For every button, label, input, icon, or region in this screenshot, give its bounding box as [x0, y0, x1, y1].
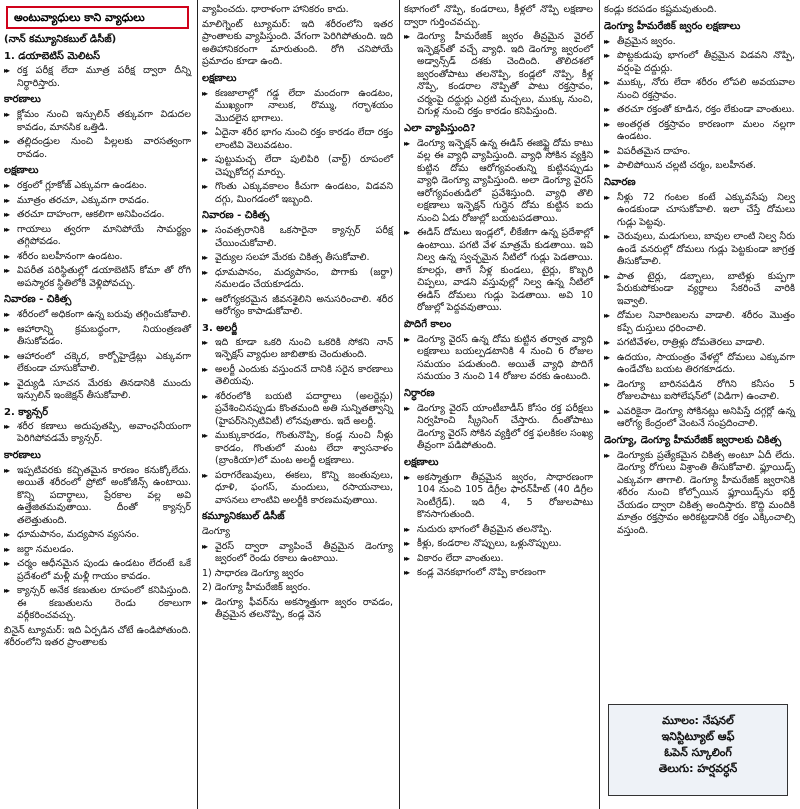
bullet-item: ▸▸ వికారం లేదా వాంతులు. — [404, 553, 593, 566]
bullet-item: ▸▸ శరీరంలో అధికంగా ఉన్న బరువు తగ్గించుకోవాలి. — [4, 309, 191, 322]
bullet-item: ▸▸ ఏదైనా శరీర భాగం నుంచి రక్తం కారడం లేదా రక్తం లాంటివి వెలువడటం. — [202, 127, 393, 152]
section-heading: నివారణ — [604, 176, 636, 188]
translator-credit: తెలుగు: హర్షవర్ధన్ — [658, 762, 738, 775]
bullet-item: ▸▸ ఇప్పటివరకు కచ్చితమైన కారణం కనుక్కోలేదు. అయితే శరీరంలో ప్రోటో అంకోజీన్స్ ఉంటాయి. కొన్ని పదార్థాలు, ప్రేరకాల వల్ల అవి ఉత్తేజితమవుతాయి. దీంతో క్యాన్సర్ తలెత్తుతుంది. — [4, 465, 191, 528]
bullet-item: ▸▸ డెంగ్యూ హీమరేజిక్ జ్వరం తీవ్రమైన వైరల్ ఇన్ఫెక్షన్‌తో వచ్చే వ్యాధి. ఇది డెంగ్యూ జ్వరంలో అడ్వాన్స్‌డ్ దశకు చెందింది. తొలిదశలో జ్వరంతోపాటు తలనొప్పి, కండ్లలో నొప్పి, కీళ్ల నొప్పి, కండరాల నొప్పితో పాటు రక్తస్రావం, చర్మంపై దద్దుర్లు ఎర్రటి మచ్చలు, ముక్కు నుంచి, చిగుళ్ల నుంచి రక్తం కారడం కనిపిస్తుంది. — [404, 31, 593, 119]
bullet-item: ▸▸ పాత టైర్లు, డబ్బాలు, బాటిళ్లు కుప్పగా పేరుకుపోకుండా వ్యర్థాలు సేకరించే వారికి ఇవ్వాలి. — [604, 271, 795, 309]
column-1 — [0, 0, 196, 809]
bullet-item: ▸▸ ధూమపానం, మద్యపాన వ్యసనం. — [4, 529, 191, 542]
continued-text: కభాగంలో నొప్పి, కండరాలు, కీళ్లలో నొప్పి లక్షణాల ద్వారా గుర్తించవచ్చు. — [404, 4, 593, 28]
bullet-item: ▸▸ దోమల నివారిణులను వాడాలి. శరీరం మొత్తం కప్పే దుస్తులు ధరించాలి. — [604, 310, 795, 335]
section-heading: లక్షణాలు — [404, 456, 439, 468]
bullet-item: ▸▸ క్యాన్సర్ అనేక కణుతుల రూపంలో కనిపిస్తుంది. ఈ కణుతులను రెండు రకాలుగా వర్గీకరించవచ్చు. — [4, 585, 191, 623]
bullet-item: ▸▸ ఇది కూడా ఒకరి నుంచి ఒకరికి సోకని నాన్ ఇన్ఫెక్షస్ వ్యాధుల జాబితాకు చెందుతుంది. — [202, 337, 393, 362]
bullet-item: ▸▸ పొట్టకుడుపు భాగంలో తీవ్రమైన విడవని నొప్పి, వర్షంపై దద్దుర్లు. — [604, 50, 795, 75]
bullet-item: ▸▸ ముక్కు, నోరు లేదా శరీరం లోపలి అవయవాల నుంచి రక్తస్రావం. — [604, 77, 795, 102]
bullet-item: ▸▸ విపరీత పరిస్థితుల్లో డయాబెటిస్ కోమా తో రోగి అపస్మారక స్థితిలోకి వెళ్లిపోవచ్చు. — [4, 265, 191, 290]
section-heading: లక్షణాలు — [202, 72, 237, 84]
bullet-item: ▸▸ ఆహారాన్ని క్రమబద్ధంగా, నియంత్రణతో తీసుకోవడం. — [4, 324, 191, 349]
bullet-item: ▸▸ గొంతు ఎక్కువకాలం కీచుగా ఉండటం, విడవని దగ్గు, మింగడంలో ఇబ్బంది. — [202, 181, 393, 206]
article-title: అంటువ్యాధులు కాని వ్యాధులు — [6, 6, 189, 29]
paragraph: 2) డెంగ్యూ హీమరేజిక్ జ్వరం. — [202, 582, 311, 593]
section-heading: ఎలా వ్యాపిస్తుంది? — [404, 122, 476, 134]
bullet-item: ▸▸ ఉదయం, సాయంత్రం వేళల్లో దోమలు ఎక్కువగా ఉండేచోట బయట తిరగకూడదు. — [604, 352, 795, 377]
bullet-item: ▸▸ సంవత్సరానికి ఒకసారైనా క్యాన్సర్ పరీక్ష చేయించుకోవాలి. — [202, 225, 393, 250]
bullet-item: ▸▸ శరీరం బలహీనంగా ఉండటం. — [4, 251, 191, 264]
section-heading: నివారణ - చికిత్స — [4, 294, 72, 305]
bullet-item: ▸▸ డెంగ్యూకు ప్రత్యేకమైన చికిత్స అంటూ ఏదీ లేదు. డెంగ్యూ రోగులు విశ్రాంతి తీసుకోవాలి. ఫ్లూయిడ్స్ ఎక్కువగా తాగాలి. డెంగ్యూ హీమరేజిక్ జ్వరానికి శరీరం నుంచి కోల్పోయిన ఫ్లూయిడ్స్‌ను భర్తీ చేయడం ద్వారా చికిత్స అందిస్తారు. కొద్ది మందికి మాత్రం రక్తస్రావం అరికట్టడానికి రక్తం ఎక్కించాల్సి వస్తుంది. — [604, 450, 795, 538]
continued-text: వ్యాపించదు. ధారాళంగా హానికరం కాదు. — [202, 4, 349, 15]
bullet-item: ▸▸ గాయాలు త్వరగా మానిపోయే సామర్థ్యం తగ్గిపోవడం. — [4, 224, 191, 249]
section-heading: లక్షణాలు — [4, 165, 39, 176]
source-line: ఓపెన్ స్కూలింగ్ — [664, 746, 732, 759]
bullet-item: ▸▸ డెంగ్యూ ఇన్ఫెక్షన్ ఉన్న ఈడిస్ ఈజిప్టై దోమ కాటు వల్ల ఈ వ్యాధి వ్యాపిస్తుంది. వ్యాధి సోకిన వ్యక్తిని కుట్టిన దోమ ఆరోగ్యవంతున్ని కుట్టినప్పుడు వ్యాధి డెంగ్యూ వ్యాపిస్తుంది. అలా డెంగ్యూ వైరస్ ఆరోగ్యవంతుడిలో ప్రవేశిస్తుంది. వ్యాధి తొలి లక్షణాలు ఇన్ఫెక్షన్ గుర్తైన దోమ కుట్టిన ఐదు నుంచి ఏడు రోజుల్లో బయటపడతాయి. — [404, 138, 593, 226]
section-heading: కారణాలు — [4, 449, 41, 461]
bullet-item: ▸▸ శరీరంలోకి బయటి పదార్థాలు (అలర్జెన్లు) ప్రవేశించినప్పుడు కొంతమంది అతి సున్నితత్వాన్ని (హైపర్‌సెన్సిటివిటీ) లోనవుతారు. ఇదే అలర్జీ. — [202, 391, 393, 429]
bullet-item: ▸▸ నీళ్లు 72 గంటల కంటే ఎక్కువసేపు నిల్వ ఉండకుండా చూసుకోవాలి. ఇలా చేస్తే దోమలు గుడ్లు పెట్టవు. — [604, 192, 795, 230]
bullet-item: ▸▸ మూత్రం తరచూ, ఎక్కువగా రావడం. — [4, 195, 191, 208]
bullet-item: ▸▸ తీవ్రమైన జ్వరం. — [604, 36, 795, 49]
bullet-item: ▸▸ రక్త పరీక్ష లేదా మూత్ర పరీక్ష ద్వారా దీన్ని నిర్ధారిస్తారు. — [4, 65, 191, 90]
numbered-heading: 3. అలర్జీ — [202, 322, 238, 334]
bullet-item: ▸▸ తరచూ రక్తంతో కూడిన, రక్తం లేకుండా వాంతులు. — [604, 104, 795, 117]
bullet-item: ▸▸ ఆరోగ్యకరమైన జీవనశైలిని అనుసరించాలి. శరీర ఆరోగ్యం కాపాడుకోవాలి. — [202, 294, 393, 319]
source-line: మూలం: నేషనల్ — [662, 714, 734, 727]
paragraph: మాలిగ్నెంట్ ట్యూమర్: ఇది శరీరంలోని ఇతర ప్రాంతాలకు వ్యాపిస్తుంది. వేగంగా పెరిగిపోతుంది. ఇది అతిహానికరంగా మారుతుంది. రోగి చనిపోయే ప్రమాదం కూడా ఉంది. — [202, 18, 393, 67]
bullet-item: ▸▸ తరచూ దాహంగా, ఆకలిగా అనిపించడం. — [4, 209, 191, 222]
bullet-item: ▸▸ వైద్యుడి సూచన మేరకు తినడానికి ముందు ఇన్సులిన్ ఇంజెక్షన్ తీసుకోవాలి. — [4, 378, 191, 403]
bullet-item: ▸▸ ధూమపానం, మద్యపానం, పొగాకు (జర్దా) నమలడం చేయకూడదు. — [202, 267, 393, 292]
column-3 — [400, 0, 598, 809]
paragraph: బినైన్ ట్యూమర్: ఇది ఏర్పడిన చోటే ఉండిపోతుంది. శరీరంలోని ఇతర ప్రాంతాలకు — [4, 624, 191, 648]
source-credit-box — [608, 704, 788, 796]
section-heading: డెంగ్యూ హీమరేజిక్ జ్వరం లక్షణాలు — [604, 20, 741, 32]
bullet-item: ▸▸ పగటివేళల, రాత్రిళ్లు దోమతెరలు వాడాలి. — [604, 337, 795, 350]
numbered-heading: 1. డయాబెటిస్ మెలిటస్ — [4, 51, 101, 62]
bullet-item: ▸▸ పాలిపోయిన చల్లటి చర్మం, బలహీనత. — [604, 160, 795, 173]
column-4 — [600, 0, 800, 809]
paragraph: 1) సాధారణ డెంగ్యూ జ్వరం — [202, 567, 304, 579]
bullet-item: ▸▸ డెంగ్యూ బారినపడిన రోగిని కనీసం 5 రోజులపాటు ఐసోలేషన్‌లో (విడిగా) ఉంచాలి. — [604, 379, 795, 404]
article-subtitle: (నాన్ కమ్యూనికబుల్ డిసీజ్) — [4, 34, 117, 45]
bullet-item: ▸▸ విపరీతమైన దాహం. — [604, 146, 795, 159]
bullet-item: ▸▸ జర్దా నమలడం. — [4, 544, 191, 557]
bullet-item: ▸▸ చర్మం ఆధీనమైన పుండు ఉండటం లేదంటే ఒకే ప్రదేశంలో మళ్లీ మళ్లీ గాయం కావడం. — [4, 558, 191, 583]
bullet-item: ▸▸ ఈడిస్ దోమలు ఇండ్లలో, లీకేజీగా ఉన్న ప్రదేశాల్లో ఉంటాయి. పగటి వేళ మాత్రమే కుడతాయి. ఇవి నిల్వ ఉన్న స్వచ్ఛమైన నీటిలో గుడ్లు పెడతాయి. కూలర్లు, తాగే నీళ్ల కుండలు, టైర్లు, కొబ్బరి చిప్పలు, వాడని వస్తువుల్లో నిల్వ ఉన్న నీటిలో ఈడిస్ దోమలు గుడ్లు పెడతాయి. అవి 10 రోజుల్లో పెద్దవవుతాయి. — [404, 227, 593, 315]
numbered-heading: 2. క్యాన్సర్ — [4, 406, 49, 418]
column-2 — [198, 0, 398, 809]
bullet-item: ▸▸ అకస్మాత్తుగా తీవ్రమైన జ్వరం, సాధారణంగా 104 నుంచి 105 డిగ్రీల ఫారన్‌హీట్ (40 డిగ్రీల సెంటీగ్రేడ్). ఇది 4, 5 రోజులపాటు కొనసాగుతుంది. — [404, 472, 593, 522]
paragraph: డెంగ్యూ — [202, 526, 230, 537]
bullet-item: ▸▸ డెంగ్యూ వైరస్ యాంటీబాడీస్ కోసం రక్త పరీక్షలు నిర్వహించి స్క్రీనింగ్ చేస్తారు. దీంతోపాటు డెంగ్యూ వైరస్ సోకిన వ్యక్తిలో రక్త ఫలకికల సంఖ్య తీవ్రంగా పడిపోతుంది. — [404, 403, 593, 453]
section-heading: పొదిగే కాలం — [404, 318, 452, 330]
section-heading: డెంగ్యూ, డెంగ్యూ హీమరేజిక్ జ్వరాలకు చికిత్స — [604, 434, 782, 446]
bullet-item: ▸▸ అలర్జీ ఎందుకు వస్తుందనే దానికి సరైన కారణాలు తెలియవు. — [202, 364, 393, 389]
bullet-item: ▸▸ రక్తంలో గ్లూకోజ్ ఎక్కువగా ఉండటం. — [4, 180, 191, 193]
bullet-item: ▸▸ వైద్యుల సలహా మేరకు చికిత్స తీసుకోవాలి. — [202, 252, 393, 265]
bullet-item: ▸▸ ఎవరికైనా డెంగ్యూ సోకినట్లు అనిపిస్తే దగ్గర్లో ఉన్న ఆరోగ్య కేంద్రంలో వెంటనే సంప్రదించాలి. — [604, 406, 795, 431]
bullet-item: ▸▸ కణజాలాల్లో గడ్డ లేదా మందంగా ఉండటం, ముఖ్యంగా నాలుక, రొమ్ము, గర్భాశయం మొదలైన భాగాలు. — [202, 88, 393, 126]
section-heading: కమ్యూనికబుల్ డిసీజ్ — [202, 511, 285, 522]
section-heading: నివారణ - చికిత్స — [202, 210, 270, 221]
continued-text: కండ్లు కదపడం కష్టమవుతుంది. — [604, 4, 717, 15]
bullet-item: ▸▸ తల్లిదండ్రుల నుంచి పిల్లలకు వారసత్వంగా రావడం. — [4, 136, 191, 161]
bullet-item: ▸▸ క్లోమం నుంచి ఇన్సులిన్ తక్కువగా విడుదల కావడం, మానసిక ఒత్తిడి. — [4, 109, 191, 134]
bullet-item: ▸▸ డెంగ్యూ వైరస్ ఉన్న దోమ కుట్టిన తర్వాత వ్యాధి లక్షణాలు బయల్పడటానికి 4 నుంచి 6 రోజుల సమయం పడుతుంది. అయితే వ్యాధి పొదిగే సమయం 3 నుంచి 14 రోజుల వరకు ఉంటుంది. — [404, 334, 593, 384]
section-heading: నిర్ధారణ — [404, 387, 435, 399]
bullet-item: ▸▸ పరాగరేణువులు, ఈకలు, కొన్ని జంతువులు, ధూళి, ఫంగస్, మందులు, రసాయనాలు, వాసనలు లాంటివి అలర్జీకి కారణమవుతాయి. — [202, 470, 393, 508]
bullet-item: ▸▸ కీళ్లు, కండరాల నొప్పులు, ఒళ్లునొప్పులు. — [404, 538, 593, 551]
bullet-item: ▸▸ వైరస్ ద్వారా వ్యాపించే తీవ్రమైన డెంగ్యూ జ్వరంలో రెండు రకాలు ఉంటాయి. — [202, 541, 393, 566]
bullet-item: ▸▸ ముక్కుకారడం, గొంతునొప్పి, కండ్ల నుంచి నీళ్లు కారడం, గొంతులో మంట లేదా శ్వాసనాళం (బ్రాంకియా)లో మంట అలర్జీ లక్షణాలు. — [202, 430, 393, 468]
bullet-item: ▸▸ కండ్ల వెనకభాగంలో నొప్పి కారణంగా — [404, 567, 593, 580]
source-line: ఇనిస్టిట్యూట్ ఆఫ్ — [661, 730, 735, 743]
bullet-item: ▸▸ నుదురు భాగంలో తీవ్రమైన తలనొప్పి. — [404, 524, 593, 537]
bullet-item: ▸▸ అంతర్గత రక్తస్రావం కారణంగా మలం నల్లగా ఉండటం. — [604, 119, 795, 144]
section-heading: కారణాలు — [4, 94, 41, 105]
bullet-item: ▸▸ డెంగ్యూ ఫీవర్‌ను అకస్మాత్తుగా జ్వరం రావడం, తీవ్రమైన తలనొప్పి, కండ్ల వెన — [202, 597, 393, 622]
bullet-item: ▸▸ శరీర కణాలు అదుపుతప్పి, అవాంఛనీయంగా పెరిగిపోవడమే క్యాన్సర్. — [4, 421, 191, 446]
bullet-item: ▸▸ చెరువులు, మడుగులు, బావుల లాంటి నిల్వ నీరు ఉండే వనరుల్లో దోమలు గుడ్లు పెట్టకుండా జాగ్రత్త తీసుకోవాలి. — [604, 231, 795, 269]
bullet-item: ▸▸ పుట్టుమచ్చ లేదా పులిపిరి (వార్ట్) రూపంలో చెప్పుకోదగ్గ మార్పు. — [202, 154, 393, 179]
bullet-item: ▸▸ ఆహారంలో చక్కెర, కార్బోహైడ్రేట్లు ఎక్కువగా లేకుండా చూసుకోవాలి. — [4, 351, 191, 376]
